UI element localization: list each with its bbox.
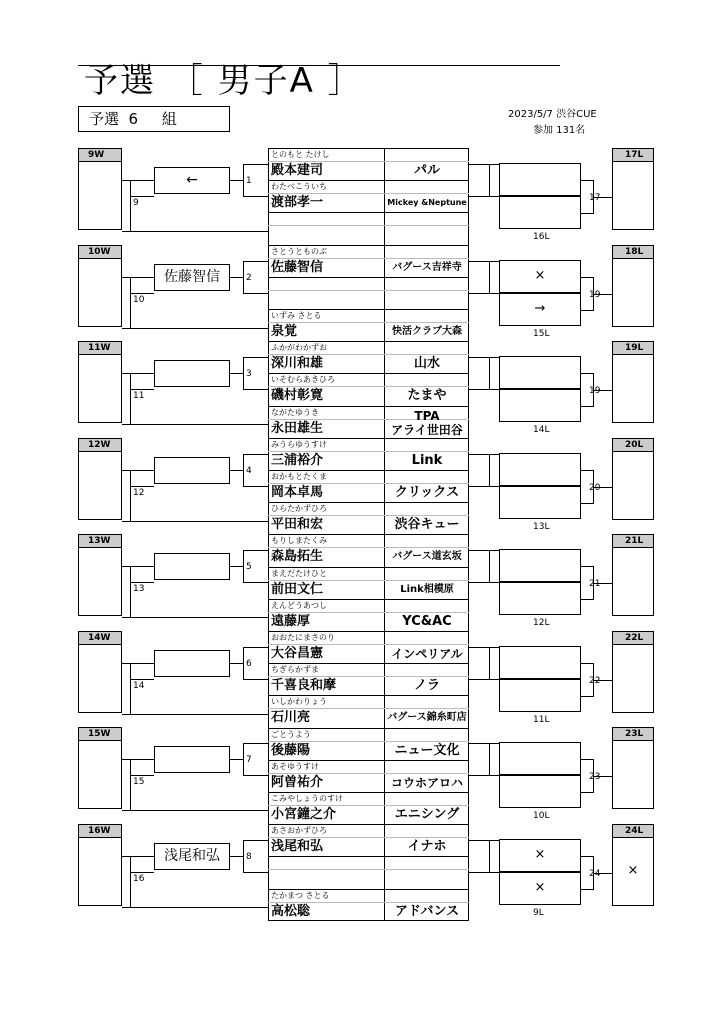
right-entry-box [499,356,581,389]
bracket-line [469,454,499,455]
left-seed-label: 15W [78,727,122,741]
right-match-number: 21 [589,579,601,589]
bracket-line [243,389,268,390]
bracket-line [130,663,131,714]
bracket-line [130,759,131,810]
player-name: 岡本卓馬 [271,485,324,500]
match-number: 2 [246,272,252,283]
bracket-line [230,277,244,278]
right-match-number: 23 [589,772,601,782]
right-seed-label: 22L [612,631,654,645]
cross-icon: × [534,879,546,895]
row-divider [268,567,469,568]
participant-count: 参加 131名 [533,125,586,136]
match-number: 3 [246,369,252,379]
bracket-line [130,277,131,328]
bracket-line [130,373,131,424]
row-divider [268,373,469,374]
row-subdivider [268,612,469,613]
player-club: クリックス [394,485,460,500]
player-furigana: さとうとものぶ [271,246,327,256]
bracket-line [130,775,154,776]
player-furigana: いそむらあきひろ [271,375,335,385]
row-divider [268,792,469,793]
bracket-line [489,647,490,679]
bracket-line [122,810,268,811]
row-subdivider [268,741,469,742]
bracket-line [489,164,490,196]
player-name: 石川亮 [271,710,311,726]
player-club: Mickey &Neptune [387,198,467,208]
bracket-line [469,647,499,648]
loser-label: 12L [533,618,550,628]
row-divider [268,212,469,213]
bracket-line [243,840,244,873]
loser-label: 9L [533,907,544,918]
match-winner-box [154,650,230,677]
bracket-line [122,328,268,329]
bracket-line [489,550,490,582]
bracket-line [469,679,499,680]
player-furigana: おおたにまさのり [271,633,335,642]
loser-label: 14L [533,425,550,435]
player-furigana: ごとうよう [271,729,311,739]
bracket-line [122,180,154,181]
match-winner-box [154,457,230,484]
right-match-number: 19 [589,386,601,396]
row-subdivider [268,451,469,452]
bracket-line [243,550,244,583]
row-subdivider [268,258,469,259]
bracket-line [489,840,490,872]
right-entry-box [499,549,581,582]
left-seed-box [78,355,122,423]
bracket-line [130,856,131,907]
row-subdivider [268,161,469,162]
row-divider [268,502,469,503]
right-seed-label: 19L [612,341,654,355]
bracket-line [581,503,594,504]
bracket-line [130,566,131,617]
bracket-line [581,213,594,214]
bracket-line [489,357,490,389]
right-seed-label: 20L [612,438,654,452]
bracket-line [122,617,268,618]
bracket-line [230,566,244,567]
player-club: コウホアロハ [390,775,463,790]
loser-label: 11L [533,714,550,725]
row-subdivider [268,290,469,291]
player-club: たまや [407,388,447,404]
player-furigana: いずみ さとる [271,311,322,320]
right-entry-box [499,163,581,196]
player-club: 山水 [413,356,440,372]
right-entry-box [499,453,581,486]
bracket-line [230,373,244,374]
right-seed-box [612,259,654,327]
loser-label: 16L [533,232,550,242]
left-seed-box [78,645,122,713]
date-venue: 2023/5/7 渋谷CUE [508,109,597,120]
bracket-line [122,373,154,374]
right-entry-box [499,486,581,519]
left-seed-label: 11W [78,341,122,355]
player-club: バグース錦糸町店 [387,712,467,724]
bracket-line [243,486,268,487]
match-winner-box [154,553,230,580]
row-divider [268,470,469,471]
player-name: 永田雄生 [271,420,324,436]
row-subdivider [268,483,469,484]
match-number: 4 [246,465,252,476]
player-name: 大谷昌憲 [271,646,324,661]
bracket-line [243,164,268,165]
player-club: 快活クラブ大森 [392,326,462,337]
right-seed-label: 21L [612,534,654,548]
loser-label: 13L [533,521,550,532]
player-name: 阿曽祐介 [271,774,324,790]
left-match-number: 16 [133,873,145,884]
bracket-line [122,714,268,715]
bracket-line [469,872,499,873]
right-entry-box [499,646,581,679]
bracket-line [243,872,268,873]
row-divider [268,245,469,246]
bracket-line [581,406,594,407]
row-subdivider [268,580,469,581]
player-club: インペリアル [391,647,463,661]
player-furigana: みうらゆうすけ [271,439,327,449]
right-seed-label: 23L [612,727,654,741]
right-match-number: 17 [589,193,601,203]
match-winner-name: 浅尾和弘 [164,847,220,864]
row-divider [268,341,469,342]
player-club: パル [413,163,440,178]
player-club: Link相模原 [400,583,454,595]
player-club: TPA アライ世田谷 [391,408,463,437]
row-subdivider [268,322,469,323]
player-name: 磯村彰寛 [271,388,324,404]
bracket-line [230,470,244,471]
cross-icon: × [534,267,546,283]
player-club: 渋谷キュー [394,517,460,533]
left-seed-label: 9W [78,148,122,162]
bracket-line [130,196,154,197]
bracket-line [469,164,499,165]
player-furigana: ちぎらかずま [271,665,319,675]
player-furigana: まえだたけひと [271,568,327,578]
bracket-line [469,775,499,776]
bracket-line [230,180,244,181]
bracket-line [243,775,268,776]
row-divider [268,438,469,439]
player-furigana: あさおかずひろ [271,826,327,836]
bracket-line [122,856,154,857]
player-name: 後藤陽 [271,742,311,758]
left-match-number: 9 [133,198,139,208]
match-number: 7 [246,755,252,765]
bracket-line [243,196,268,197]
bracket-line [469,357,499,358]
left-seed-box [78,162,122,230]
bracket-line [469,486,499,487]
bracket-line [122,277,154,278]
match-number: 5 [246,562,252,572]
right-entry-box [499,679,581,712]
bracket-line [243,647,268,648]
player-name: 殿本建司 [271,163,324,178]
bracket-line [243,261,268,262]
player-furigana: ふかがわかずお [271,343,327,353]
bracket-line [130,293,154,294]
left-seed-box [78,741,122,809]
loser-label: 10L [533,811,550,821]
right-seed-box [612,548,654,616]
player-furigana: いしかわりょう [271,697,327,707]
player-club: イナホ [407,839,447,855]
bracket-line [122,759,154,760]
bracket-line [243,743,244,776]
bracket-line [243,743,268,744]
right-entry-box [499,389,581,422]
bracket-line [581,310,594,311]
player-club: アドバンス [394,903,460,919]
match-winner-box [154,360,230,387]
right-seed-box [612,645,654,713]
cross-icon: × [534,846,546,862]
player-name: 高松聡 [271,903,311,919]
bracket-line [243,550,268,551]
player-furigana: あそゆうすけ [271,761,319,771]
bracket-line [489,743,490,775]
row-subdivider [268,644,469,645]
left-seed-label: 10W [78,245,122,259]
left-seed-box [78,259,122,327]
bracket-line [581,889,594,890]
row-subdivider [268,805,469,806]
player-name: 遠藤厚 [271,613,311,629]
player-club: エニシング [394,807,460,822]
row-subdivider [268,225,469,226]
row-divider [268,406,469,407]
row-divider [268,631,469,632]
right-match-number: 19 [589,289,601,300]
player-name: 浅尾和弘 [271,839,324,855]
bracket-line [581,599,594,600]
bracket-line [469,261,499,262]
bracket-line [130,582,154,583]
player-club: ニュー文化 [394,742,460,758]
left-match-number: 14 [133,680,145,691]
match-number: 1 [246,176,252,186]
bracket-line [489,454,490,486]
row-subdivider [268,902,469,903]
player-name: 佐藤智信 [271,259,324,275]
bracket-line [122,663,154,664]
player-club: YC&AC [402,613,452,629]
bracket-line [243,357,268,358]
row-subdivider [268,773,469,774]
row-divider [268,534,469,535]
player-furigana: おかもとたくま [271,472,327,481]
bracket-line [122,566,154,567]
bracket-line [230,759,244,760]
right-match-number: 20 [589,482,601,493]
right-entry-box [499,196,581,229]
bracket-line [122,231,268,232]
left-match-number: 12 [133,487,145,498]
bracket-line [130,486,154,487]
right-arrow-icon: → [534,300,546,316]
left-match-number: 13 [133,584,145,594]
row-divider [268,760,469,761]
page-title: 予選 ［ 男子A ］ [84,61,364,101]
row-divider [268,824,469,825]
player-club: バグース吉祥寺 [392,261,462,273]
right-seed-box [612,162,654,230]
bracket-line [581,792,594,793]
right-seed-label: 17L [612,148,654,162]
bracket-line [130,470,131,521]
bracket-line [130,389,154,390]
cross-icon: × [627,862,639,878]
left-seed-box [78,548,122,616]
player-club: ノラ [413,678,440,694]
bracket-line [130,872,154,873]
match-winner-name: 佐藤智信 [164,268,220,285]
bracket-line [122,470,154,471]
group-label: 予選 6 組 [78,106,230,132]
player-name: 千喜良和摩 [271,678,337,694]
bracket-line [122,424,268,425]
bracket-line [469,550,499,551]
player-furigana: わたべこういち [271,182,327,192]
bracket-line [130,679,154,680]
right-entry-box [499,742,581,775]
player-furigana: こみやしょうのすけ [271,794,343,803]
bracket-line [243,647,244,680]
row-divider [268,889,469,890]
bracket-line [581,696,594,697]
bracket-line [469,840,499,841]
player-furigana: ひらたかずひろ [271,504,327,514]
bracket-line [469,293,499,294]
bracket-line [130,180,131,231]
row-divider [268,695,469,696]
bracket-line [243,357,244,390]
left-match-number: 15 [133,777,145,787]
player-name: 泉覚 [271,324,298,339]
left-seed-label: 13W [78,534,122,548]
row-divider [268,663,469,664]
player-name: 森島拓生 [271,549,324,565]
row-divider [268,277,469,278]
bracket-line [122,907,268,908]
bracket-line [243,293,268,294]
bracket-line [230,663,244,664]
player-furigana: とのもと たけし [271,150,330,159]
player-club: バグース道玄坂 [392,551,462,563]
right-seed-box [612,355,654,423]
bracket-line [243,454,268,455]
player-furigana: たかまつ さとる [271,890,330,900]
right-seed-box [612,452,654,520]
bracket-line [469,196,499,197]
right-seed-label: 24L [612,824,654,838]
left-arrow-icon: ← [186,172,198,188]
bracket-line [489,261,490,293]
player-name: 深川和雄 [271,356,324,372]
player-furigana: もりしまたくみ [271,536,327,546]
bracket-line [122,521,268,522]
bracket-line [243,454,244,487]
player-furigana: えんどうあつし [271,600,327,610]
right-seed-box [612,741,654,809]
bracket-line [469,582,499,583]
loser-label: 15L [533,328,550,339]
player-furigana: ながたゆうき [271,407,319,417]
left-seed-label: 16W [78,824,122,838]
bracket-line [243,840,268,841]
player-club: Link [411,452,443,468]
row-divider [268,309,469,310]
right-seed-label: 18L [612,245,654,259]
bracket-line [243,582,268,583]
bracket-line [469,743,499,744]
row-divider [268,728,469,729]
left-seed-label: 12W [78,438,122,452]
match-winner-box [154,746,230,773]
player-name: 平田和宏 [271,517,324,533]
bracket-line [230,856,244,857]
left-seed-label: 14W [78,631,122,645]
row-divider [268,856,469,857]
bracket-line [469,389,499,390]
row-divider [268,180,469,181]
right-match-number: 22 [589,675,601,686]
right-entry-box [499,582,581,615]
left-match-number: 10 [133,294,145,305]
left-seed-box [78,838,122,906]
row-subdivider [268,869,469,870]
left-match-number: 11 [133,391,145,401]
bracket-line [243,679,268,680]
player-name: 三浦裕介 [271,452,324,468]
match-number: 8 [246,851,252,862]
right-match-number: 24 [589,868,601,879]
bracket-line [243,164,244,197]
player-name: 渡部孝一 [271,195,324,211]
player-name: 小宮鐘之介 [271,807,337,822]
bracket-line [243,261,244,294]
player-name: 前田文仁 [271,581,324,597]
left-seed-box [78,452,122,520]
row-divider [268,599,469,600]
right-entry-box [499,775,581,808]
match-number: 6 [246,658,252,669]
